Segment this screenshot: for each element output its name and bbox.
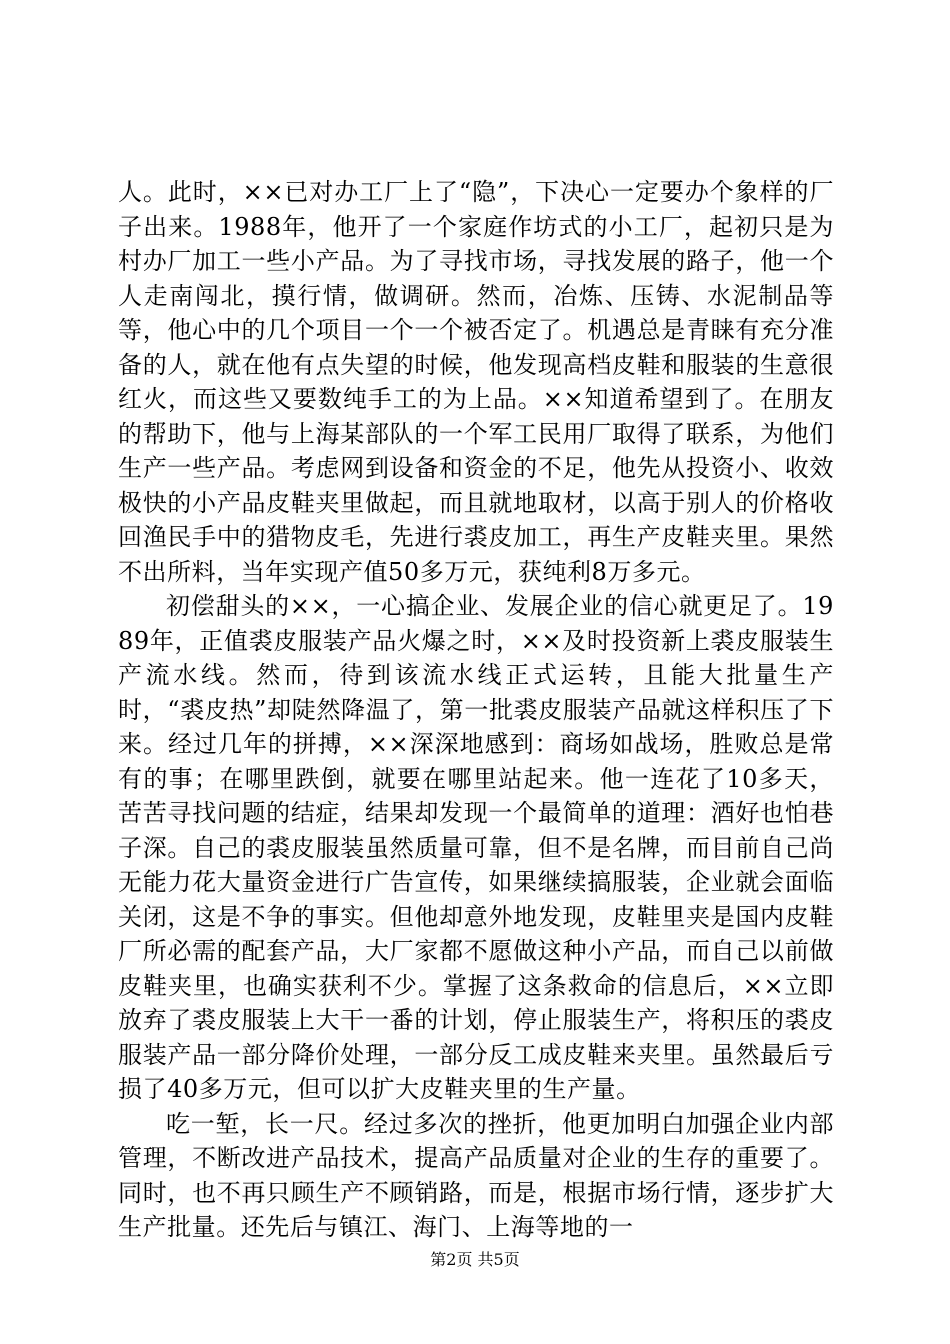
paragraph-2: 初偿甜头的××，一心搞企业、发展企业的信心就更足了。1989年，正值裘皮服装产品火爆之时，××及时投资新上裘皮服装生产流水线。然而，待到该流水线正式运转，且能大批量生产时，“裘皮热”却陡然降温了，第一批裘皮服装产品就这样积压了下来。经过几年的拼搏，××深深地感到：商场如战场，胜败总是常有的事；在哪里跌倒，就要在哪里站起来。他一连花了10多天，苦苦寻找问题的结症，结果却发现一个最简单的道理：酒好也怕巷子深。自己的裘皮服装虽然质量可靠，但不是名牌，而目前自己尚无能力花大量资金进行广告宣传，如果继续搞服装，企业就会面临关闭，这是不争的事实。但他却意外地发现，皮鞋里夹是国内皮鞋厂所必需的配套产品，大厂家都不愿做这种小产品，而自己以前做皮鞋夹里，也确实获利不少。掌握了这条救命的信息后，××立即放弃了裘皮服装上大干一番的计划，停止服装生产，将积压的裘皮服装产品一部分降价处理，一部分反工成皮鞋来夹里。虽然最后亏损了40多万元，但可以扩大皮鞋夹里的生产量。: [118, 592, 834, 1103]
paragraph-1: 人。此时，××已对办工厂上了“隐”，下决心一定要办个象样的厂子出来。1988年，他开了一个家庭作坊式的小工厂，起初只是为村办厂加工一些小产品。为了寻找市场，寻找发展的路子，他一个人走南闯北，摸行情，做调研。然而，冶炼、压铸、水泥制品等等，他心中的几个项目一个一个被否定了。机遇总是青睐有充分准备的人，就在他有点失望的时候，他发现高档皮鞋和服装的生意很红火，而这些又要数纯手工的为上品。××知道希望到了。在朋友的帮助下，他与上海某部队的一个军工民用厂取得了联系，为他们生产一些产品。考虑网到设备和资金的不足，他先从投资小、收效极快的小产品皮鞋夹里做起，而且就地取材，以高于别人的价格收回渔民手中的猎物皮毛，先进行裘皮加工，再生产皮鞋夹里。果然不出所料，当年实现产值50多万元，获纯利8万多元。: [118, 178, 834, 586]
document-body: [118, 175, 834, 1245]
page-footer: 第2页 共5页: [430, 1250, 520, 1269]
paragraph-3: 吃一堑，长一尺。经过多次的挫折，他更加明白加强企业内部管理，不断改进产品技术，提高产品质量对企业的生存的重要了。同时，也不再只顾生产不顾销路，而是，根据市场行情，逐步扩大生产批量。还先后与镇江、海门、上海等地的一: [118, 1109, 834, 1241]
